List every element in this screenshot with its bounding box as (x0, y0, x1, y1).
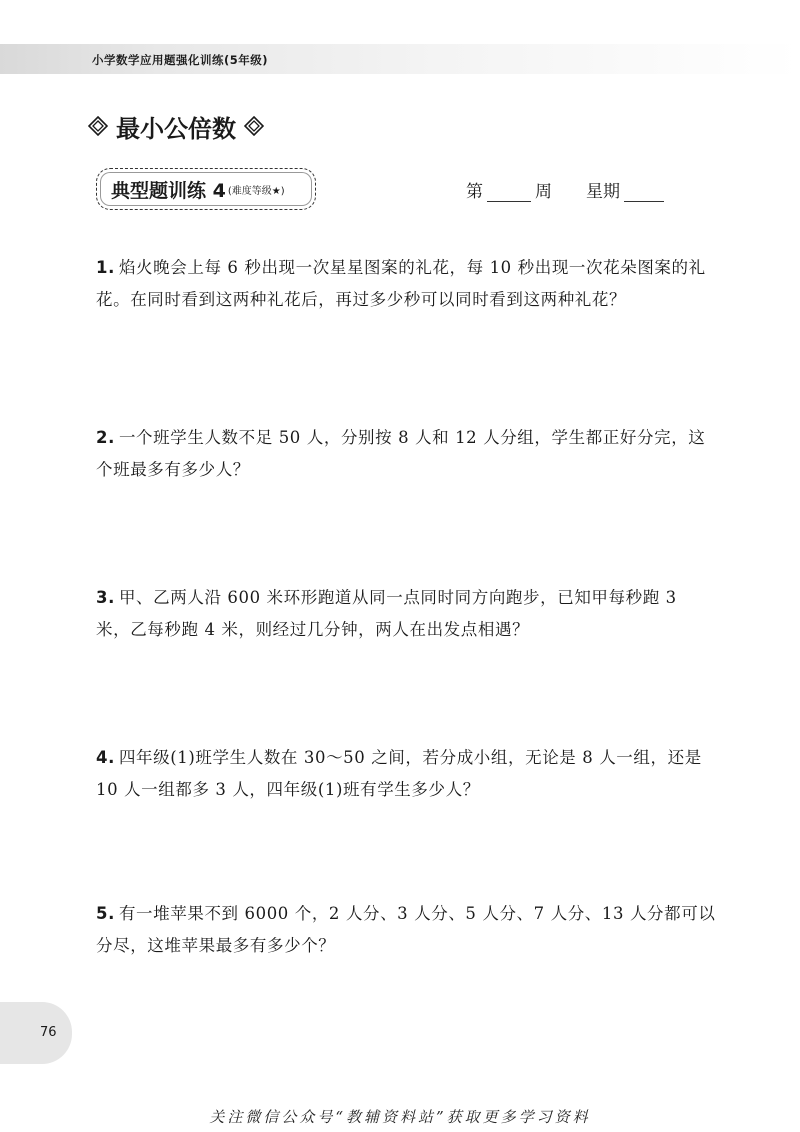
problem-number: 5. (96, 904, 115, 923)
problem-number: 1. (96, 258, 115, 277)
problem-3 (96, 582, 716, 646)
page-number-tab (0, 1002, 72, 1064)
problem-number: 4. (96, 748, 115, 767)
weekday-blank[interactable] (624, 181, 664, 202)
week-prefix: 第 (466, 182, 483, 202)
footer-note: 关注微信公众号“教辅资料站”获取更多学习资料 (209, 1108, 591, 1126)
problem-text: 甲、乙两人沿 600 米环形跑道从同一点同时同方向跑步，已知甲每秒跑 3 米，乙每秒跑 4 米，则经过几分钟，两人在出发点相遇？ (96, 588, 677, 639)
problem-2 (96, 422, 716, 486)
problem-number: 2. (96, 428, 115, 447)
week-suffix: 周 (535, 182, 552, 202)
exercise-label-box (96, 168, 316, 210)
diamond-icon (88, 116, 108, 136)
section-title-text: 最小公倍数 (116, 114, 236, 143)
book-title: 小学数学应用题强化训练(5年级) (92, 53, 269, 67)
problem-4 (96, 742, 716, 806)
problem-number: 3. (96, 588, 115, 607)
problem-text: 一个班学生人数不足 50 人，分别按 8 人和 12 人分组，学生都正好分完，这个班最多有多少人？ (96, 428, 706, 479)
section-title (88, 108, 264, 144)
diamond-icon (244, 116, 264, 136)
week-blank[interactable] (487, 181, 531, 202)
exercise-label: 典型题训练 4 (111, 179, 226, 202)
weekday-label: 星期 (586, 182, 620, 202)
problem-text: 四年级(1)班学生人数在 30～50 之间，若分成小组，无论是 8 人一组，还是 10 人一组都多 3 人，四年级(1)班有学生多少人？ (96, 748, 702, 799)
schedule-line (466, 172, 664, 202)
problem-1 (96, 252, 716, 316)
problem-text: 有一堆苹果不到 6000 个，2 人分、3 人分、5 人分、7 人分、13 人分都可以分尽，这堆苹果最多有多少个？ (96, 904, 716, 955)
difficulty-label: (难度等级★) (227, 185, 285, 197)
problem-text: 焰火晚会上每 6 秒出现一次星星图案的礼花，每 10 秒出现一次花朵图案的礼花。在同时看到这两种礼花后，再过多少秒可以同时看到这两种礼花？ (96, 258, 706, 309)
page-number: 76 (40, 1025, 57, 1040)
problem-5 (96, 898, 716, 962)
